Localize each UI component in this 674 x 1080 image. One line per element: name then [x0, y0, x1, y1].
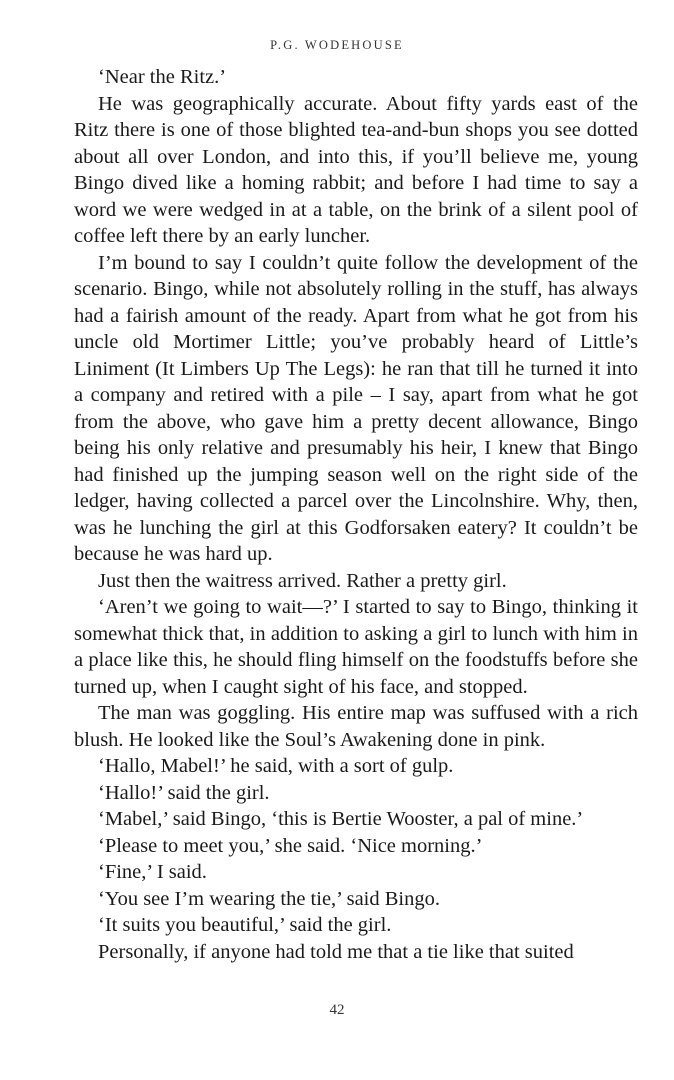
running-head: P.G. WODEHOUSE	[270, 38, 404, 52]
paragraph: ‘Aren’t we going to wait—?’ I started to say to Bingo, thinking it somewhat thick that, in addition to asking a girl to lunch with him in a place like this, he should fling himself on the foodstuffs before she turned up, when I caught sight of his face, and stopped.	[74, 596, 638, 698]
paragraph: ‘Hallo!’ said the girl.	[98, 781, 270, 804]
paragraph: ‘Mabel,’ said Bingo, ‘this is Bertie Wooster, a pal of mine.’	[98, 808, 584, 830]
paragraph: ‘Near the Ritz.’	[98, 66, 227, 88]
body-text	[74, 64, 638, 965]
paragraph: ‘You see I’m wearing the tie,’ said Bingo.	[98, 887, 440, 910]
paragraph: The man was goggling. His entire map was suffused with a rich blush. He looked like the Soul’s Awakening done in pink.	[74, 702, 638, 751]
page-number: 42	[329, 1002, 345, 1018]
paragraph: I’m bound to say I couldn’t quite follow the development of the scenario. Bingo, while not absolutely rolling in the stuff, has always had a fairish amount of the ready. Apart from what he got from his uncle old Mortimer Little; you’ve probably heard of Little’s Liniment (It Limbers Up The Legs): he ran that till he turned it into a company and retired with a pile – I say, apart from what he got from the above, who gave him a pretty decent allowance, Bingo being his only relative and presumably his heir, I knew that Bingo had finished up the jumping season well on the right side of the ledger, having collected a parcel over the Lincolnshire. Why, then, was he lunching the girl at this Godforsaken eatery? It couldn’t be because he was hard up.	[74, 251, 638, 565]
paragraph: He was geographically accurate. About fifty yards east of the Ritz there is one of those blighted tea-and-bun shops you see dotted about all over London, and into this, if you’ll believe me, young Bingo dived like a homing rabbit; and before I had time to say a word we were wedged in at a table, on the brink of a silent pool of coffee left there by an early luncher.	[74, 92, 638, 247]
paragraph: ‘It suits you beautiful,’ said the girl.	[98, 914, 392, 936]
paragraph: Just then the waitress arrived. Rather a pretty girl.	[98, 569, 507, 592]
paragraph: ‘Fine,’ I said.	[98, 861, 207, 883]
paragraph: ‘Please to meet you,’ she said. ‘Nice morning.’	[98, 834, 483, 857]
paragraph: ‘Hallo, Mabel!’ he said, with a sort of gulp.	[98, 755, 454, 777]
paragraph: Personally, if anyone had told me that a tie like that suited	[98, 940, 574, 963]
